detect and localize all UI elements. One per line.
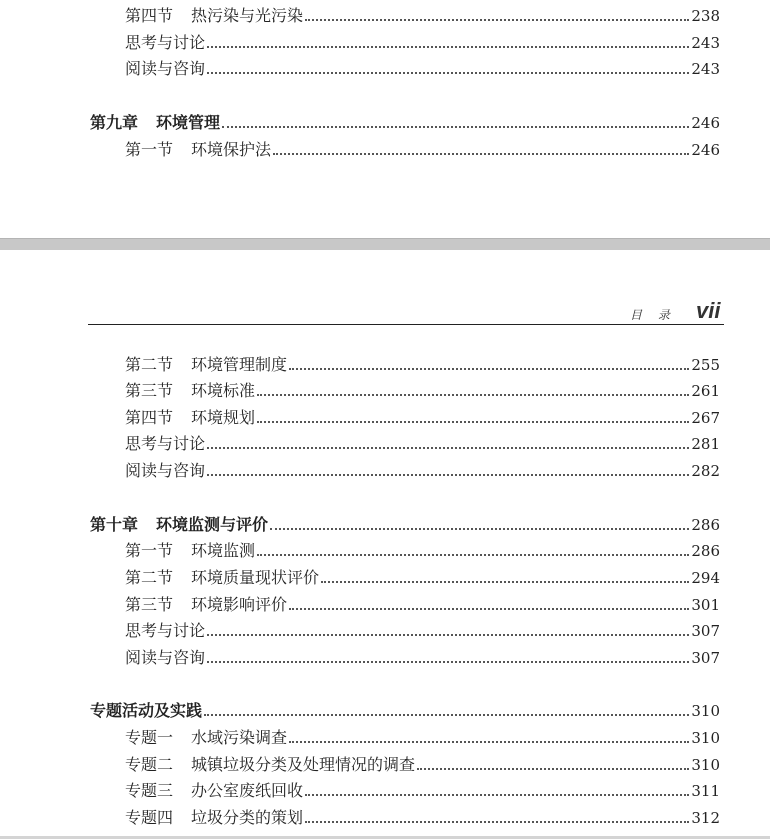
toc-entry[interactable] (125, 56, 720, 78)
toc-entry[interactable] (125, 352, 720, 374)
toc-entry[interactable] (125, 3, 720, 25)
dot-leader (305, 794, 689, 796)
entry-title: 热污染与光污染 (191, 6, 304, 25)
entry-title: 城镇垃圾分类及处理情况的调查 (191, 755, 416, 774)
dot-leader (417, 768, 689, 770)
page-number: 294 (691, 569, 720, 587)
dot-leader (207, 447, 689, 449)
entry-title: 环境监测 (191, 541, 256, 560)
section-number: 第二节 (125, 355, 174, 374)
dot-leader (273, 153, 689, 155)
dot-leader (289, 368, 689, 370)
toc-page-top (0, 0, 770, 238)
topic-number: 专题一 (125, 728, 174, 747)
toc-entry[interactable] (125, 431, 720, 453)
chapter-title: 专题活动及实践 (90, 701, 203, 720)
toc-entry[interactable] (125, 378, 720, 400)
page-number: 307 (691, 649, 720, 667)
dot-leader (207, 634, 689, 636)
chapter-title: 环境监测与评价 (156, 515, 269, 534)
page-number: 301 (691, 596, 720, 614)
toc-entry[interactable] (125, 30, 720, 52)
dot-leader (257, 421, 689, 423)
toc-entry[interactable] (125, 618, 720, 640)
entry-title: 阅读与咨询 (125, 59, 206, 78)
entry-title: 垃圾分类的策划 (191, 808, 304, 827)
section-number: 第三节 (125, 595, 174, 614)
page-number: 246 (691, 114, 720, 132)
toc-entry[interactable] (125, 645, 720, 667)
toc-entry[interactable] (125, 137, 720, 159)
page-number: 310 (691, 729, 720, 747)
section-number: 第一节 (125, 541, 174, 560)
topic-number: 专题四 (125, 808, 174, 827)
page-number: 267 (691, 409, 720, 427)
dot-leader (305, 821, 689, 823)
dot-leader (289, 741, 689, 743)
page-number: 238 (691, 7, 720, 25)
page-number: 261 (691, 382, 720, 400)
dot-leader (270, 528, 689, 530)
entry-title: 办公室废纸回收 (191, 781, 304, 800)
dot-leader (257, 554, 689, 556)
page-number: 311 (691, 782, 720, 800)
toc-entry[interactable] (125, 725, 720, 747)
section-number: 第二节 (125, 568, 174, 587)
dot-leader (305, 19, 689, 21)
toc-chapter-entry[interactable] (90, 698, 720, 720)
toc-page-bottom (0, 250, 770, 839)
dot-leader (257, 394, 689, 396)
toc-chapter-entry[interactable] (90, 110, 720, 132)
page-number: 312 (691, 809, 720, 827)
page-number: 246 (691, 141, 720, 159)
running-header-label: 目 录 (630, 308, 676, 322)
toc-chapter-entry[interactable] (90, 512, 720, 534)
entry-title: 环境规划 (191, 408, 256, 427)
page-number: 243 (691, 34, 720, 52)
chapter-number: 第十章 (90, 515, 139, 534)
toc-entry[interactable] (125, 592, 720, 614)
chapter-number: 第九章 (90, 113, 139, 132)
entry-title: 水域污染调查 (191, 728, 288, 747)
dot-leader (204, 714, 689, 716)
toc-entry[interactable] (125, 805, 720, 827)
section-number: 第四节 (125, 6, 174, 25)
entry-title: 思考与讨论 (125, 434, 206, 453)
page-number: 310 (691, 702, 720, 720)
page-number: 255 (691, 356, 720, 374)
section-number: 第四节 (125, 408, 174, 427)
dot-leader (207, 72, 689, 74)
entry-title: 阅读与咨询 (125, 461, 206, 480)
topic-number: 专题二 (125, 755, 174, 774)
topic-number: 专题三 (125, 781, 174, 800)
dot-leader (207, 46, 689, 48)
section-number: 第一节 (125, 140, 174, 159)
toc-entry[interactable] (125, 752, 720, 774)
dot-leader (222, 126, 689, 128)
entry-title: 环境保护法 (191, 140, 272, 159)
entry-title: 环境标准 (191, 381, 256, 400)
section-number: 第三节 (125, 381, 174, 400)
toc-entry[interactable] (125, 778, 720, 800)
entry-title: 环境影响评价 (191, 595, 288, 614)
page-number: 286 (691, 542, 720, 560)
page-number: 282 (691, 462, 720, 480)
dot-leader (321, 581, 689, 583)
page-number: 310 (691, 756, 720, 774)
toc-entry[interactable] (125, 538, 720, 560)
entry-title: 环境质量现状评价 (191, 568, 320, 587)
page-number: 243 (691, 60, 720, 78)
dot-leader (289, 608, 689, 610)
page-number: 281 (691, 435, 720, 453)
toc-entry[interactable] (125, 405, 720, 427)
dot-leader (207, 474, 689, 476)
page-number: 286 (691, 516, 720, 534)
entry-title: 环境管理制度 (191, 355, 288, 374)
page-number: 307 (691, 622, 720, 640)
chapter-title: 环境管理 (156, 113, 221, 132)
toc-entry[interactable] (125, 458, 720, 480)
dot-leader (207, 661, 689, 663)
entry-title: 阅读与咨询 (125, 648, 206, 667)
header-rule (88, 324, 724, 325)
toc-entry[interactable] (125, 565, 720, 587)
entry-title: 思考与讨论 (125, 621, 206, 640)
page-folio: vii (696, 298, 721, 323)
entry-title: 思考与讨论 (125, 33, 206, 52)
